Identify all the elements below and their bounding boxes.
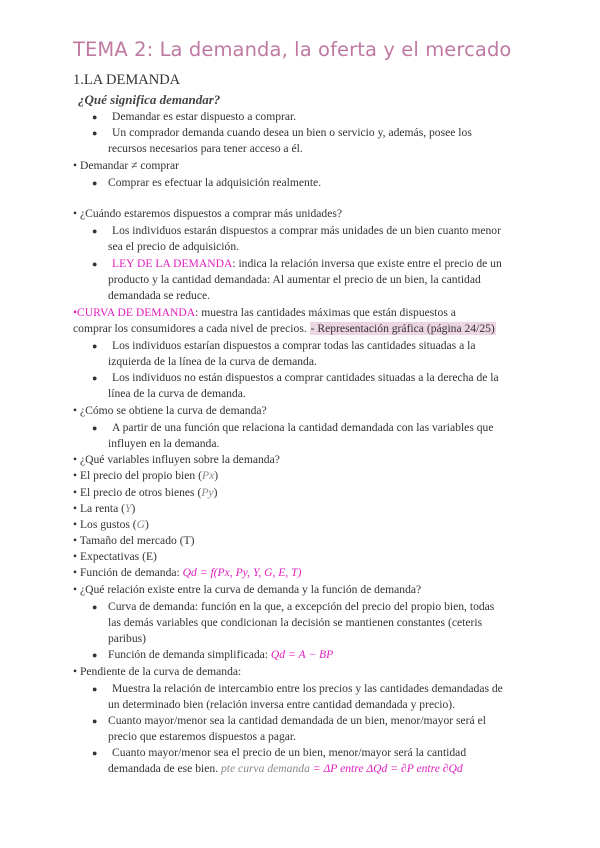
text-line: línea de la curva de demanda. <box>108 387 246 400</box>
text-line: un determinado bien (relación inversa entre cantidad demandada y precio). <box>108 698 456 711</box>
text-line: Los individuos estarán dispuestos a comprar más unidades de un bien cuanto menor <box>112 224 501 237</box>
question-line: • ¿Qué variables influyen sobre la demanda? <box>73 453 280 466</box>
bullet-icon: ● <box>92 748 98 758</box>
symbol: G <box>136 518 146 531</box>
bullet-icon: ● <box>92 341 98 351</box>
highlighted-reference: - Representación gráfica (página 24/25) <box>310 322 495 335</box>
text-line <box>73 305 456 320</box>
bullet-icon: ● <box>92 716 98 726</box>
bullet-icon: ● <box>92 602 98 612</box>
text-line: influyen en la demanda. <box>108 437 220 450</box>
text-line: las demás variables que condicionan la decisión se mantienen constantes (ceteris <box>108 616 483 629</box>
variable-item <box>73 565 302 580</box>
key-term: LEY DE LA DEMANDA <box>112 257 233 270</box>
variable-item: • Tamaño del mercado (T) <box>73 534 195 547</box>
text-line: paribus) <box>108 632 146 645</box>
text-span: • La renta ( <box>73 502 126 515</box>
variable-item: • Los gustos (G) <box>73 518 149 531</box>
text-line: Los individuos no están dispuestos a comprar cantidades situadas a la derecha de la <box>112 371 499 384</box>
question-heading: ¿Qué significa demandar? <box>78 92 221 107</box>
symbol: Px <box>201 469 215 482</box>
bullet-icon: ● <box>92 684 98 694</box>
question-line: • ¿Cuándo estaremos dispuestos a comprar más unidades? <box>73 207 343 220</box>
text-span: : muestra las cantidades máximas que están dispuestos a <box>195 306 456 319</box>
section-heading: 1.LA DEMANDA <box>73 72 181 88</box>
text-span: • Los gustos ( <box>73 518 137 531</box>
bullet-icon: ● <box>92 650 98 660</box>
text-span: • El precio de otros bienes ( <box>73 486 202 499</box>
bullet-icon: ● <box>92 112 98 122</box>
text-line <box>108 761 463 776</box>
text-span: Función de demanda simplificada: <box>108 648 271 661</box>
text-line: Cuanto mayor/menor sea el precio de un bien, menor/mayor será la cantidad <box>112 746 467 759</box>
annotation: pte curva demanda <box>221 762 310 775</box>
text-span: • El precio del propio bien ( <box>73 469 202 482</box>
text-line: Un comprador demanda cuando desea un bien o servicio y, además, posee los <box>112 126 472 139</box>
bullet-icon: ● <box>92 226 98 236</box>
symbol: Py <box>201 486 214 499</box>
text-line: Los individuos estarían dispuestos a comprar todas las cantidades situadas a la <box>112 339 476 352</box>
variable-item: • Expectativas (E) <box>73 550 157 563</box>
text-line: precio que estaremos dispuestos a pagar. <box>108 730 297 743</box>
question-line: • ¿Cómo se obtiene la curva de demanda? <box>73 404 267 417</box>
text-line: Demandar es estar dispuesto a comprar. <box>112 110 297 123</box>
key-term: •CURVA DE DEMANDA <box>73 306 196 319</box>
bullet-icon: ● <box>92 178 98 188</box>
variable-item: • La renta (Y) <box>73 502 136 515</box>
variable-item: • El precio de otros bienes (Py) <box>73 486 218 499</box>
text-line: • Demandar ≠ comprar <box>73 159 180 172</box>
text-line: Curva de demanda: función en la que, a excepción del precio del propio bien, todas <box>108 600 495 613</box>
text-line <box>108 647 333 662</box>
bullet-icon: ● <box>92 259 98 269</box>
text-line: producto y la cantidad demandada: Al aumentar el precio de un bien, la cantidad <box>108 273 481 286</box>
question-line: • ¿Qué relación existe entre la curva de demanda y la función de demanda? <box>73 583 422 596</box>
formula: Qd = f(Px, Py, Y, G, E, T) <box>182 566 302 579</box>
bullet-icon: ● <box>92 128 98 138</box>
text-line: Cuanto mayor/menor sea la cantidad demandada de un bien, menor/mayor será el <box>108 714 486 727</box>
formula: = ΔP entre ΔQd = ∂P entre ∂Qd <box>312 762 463 775</box>
text-line: demandada se reduce. <box>108 289 211 302</box>
bullet-icon: ● <box>92 373 98 383</box>
text-span: comprar los consumidores a cada nivel de precios. <box>73 322 307 335</box>
text-span: demandada de ese bien. <box>108 762 219 775</box>
text-line: izquierda de la línea de la curva de demanda. <box>108 355 317 368</box>
bullet-icon: ● <box>92 423 98 433</box>
text-line <box>73 321 496 336</box>
text-line: A partir de una función que relaciona la cantidad demandada con las variables que <box>112 421 494 434</box>
text-span: • Función de demanda: <box>73 566 183 579</box>
formula: Qd = A − BP <box>270 648 334 661</box>
text-line: Comprar es efectuar la adquisición realmente. <box>108 176 322 189</box>
variable-item: • El precio del propio bien (Px) <box>73 469 219 482</box>
text-line: recursos necesarios para tener acceso a él. <box>108 142 303 155</box>
text-line: Muestra la relación de intercambio entre los precios y las cantidades demandadas de <box>112 682 503 695</box>
symbol: Y <box>125 502 132 515</box>
section-line: • Pendiente de la curva de demanda: <box>73 665 242 678</box>
text-line <box>112 256 502 271</box>
text-line: sea el precio de adquisición. <box>108 240 240 253</box>
text-span: : indica la relación inversa que existe entre el precio de un <box>232 257 502 270</box>
page-title: TEMA 2: La demanda, la oferta y el mercado <box>73 38 512 61</box>
